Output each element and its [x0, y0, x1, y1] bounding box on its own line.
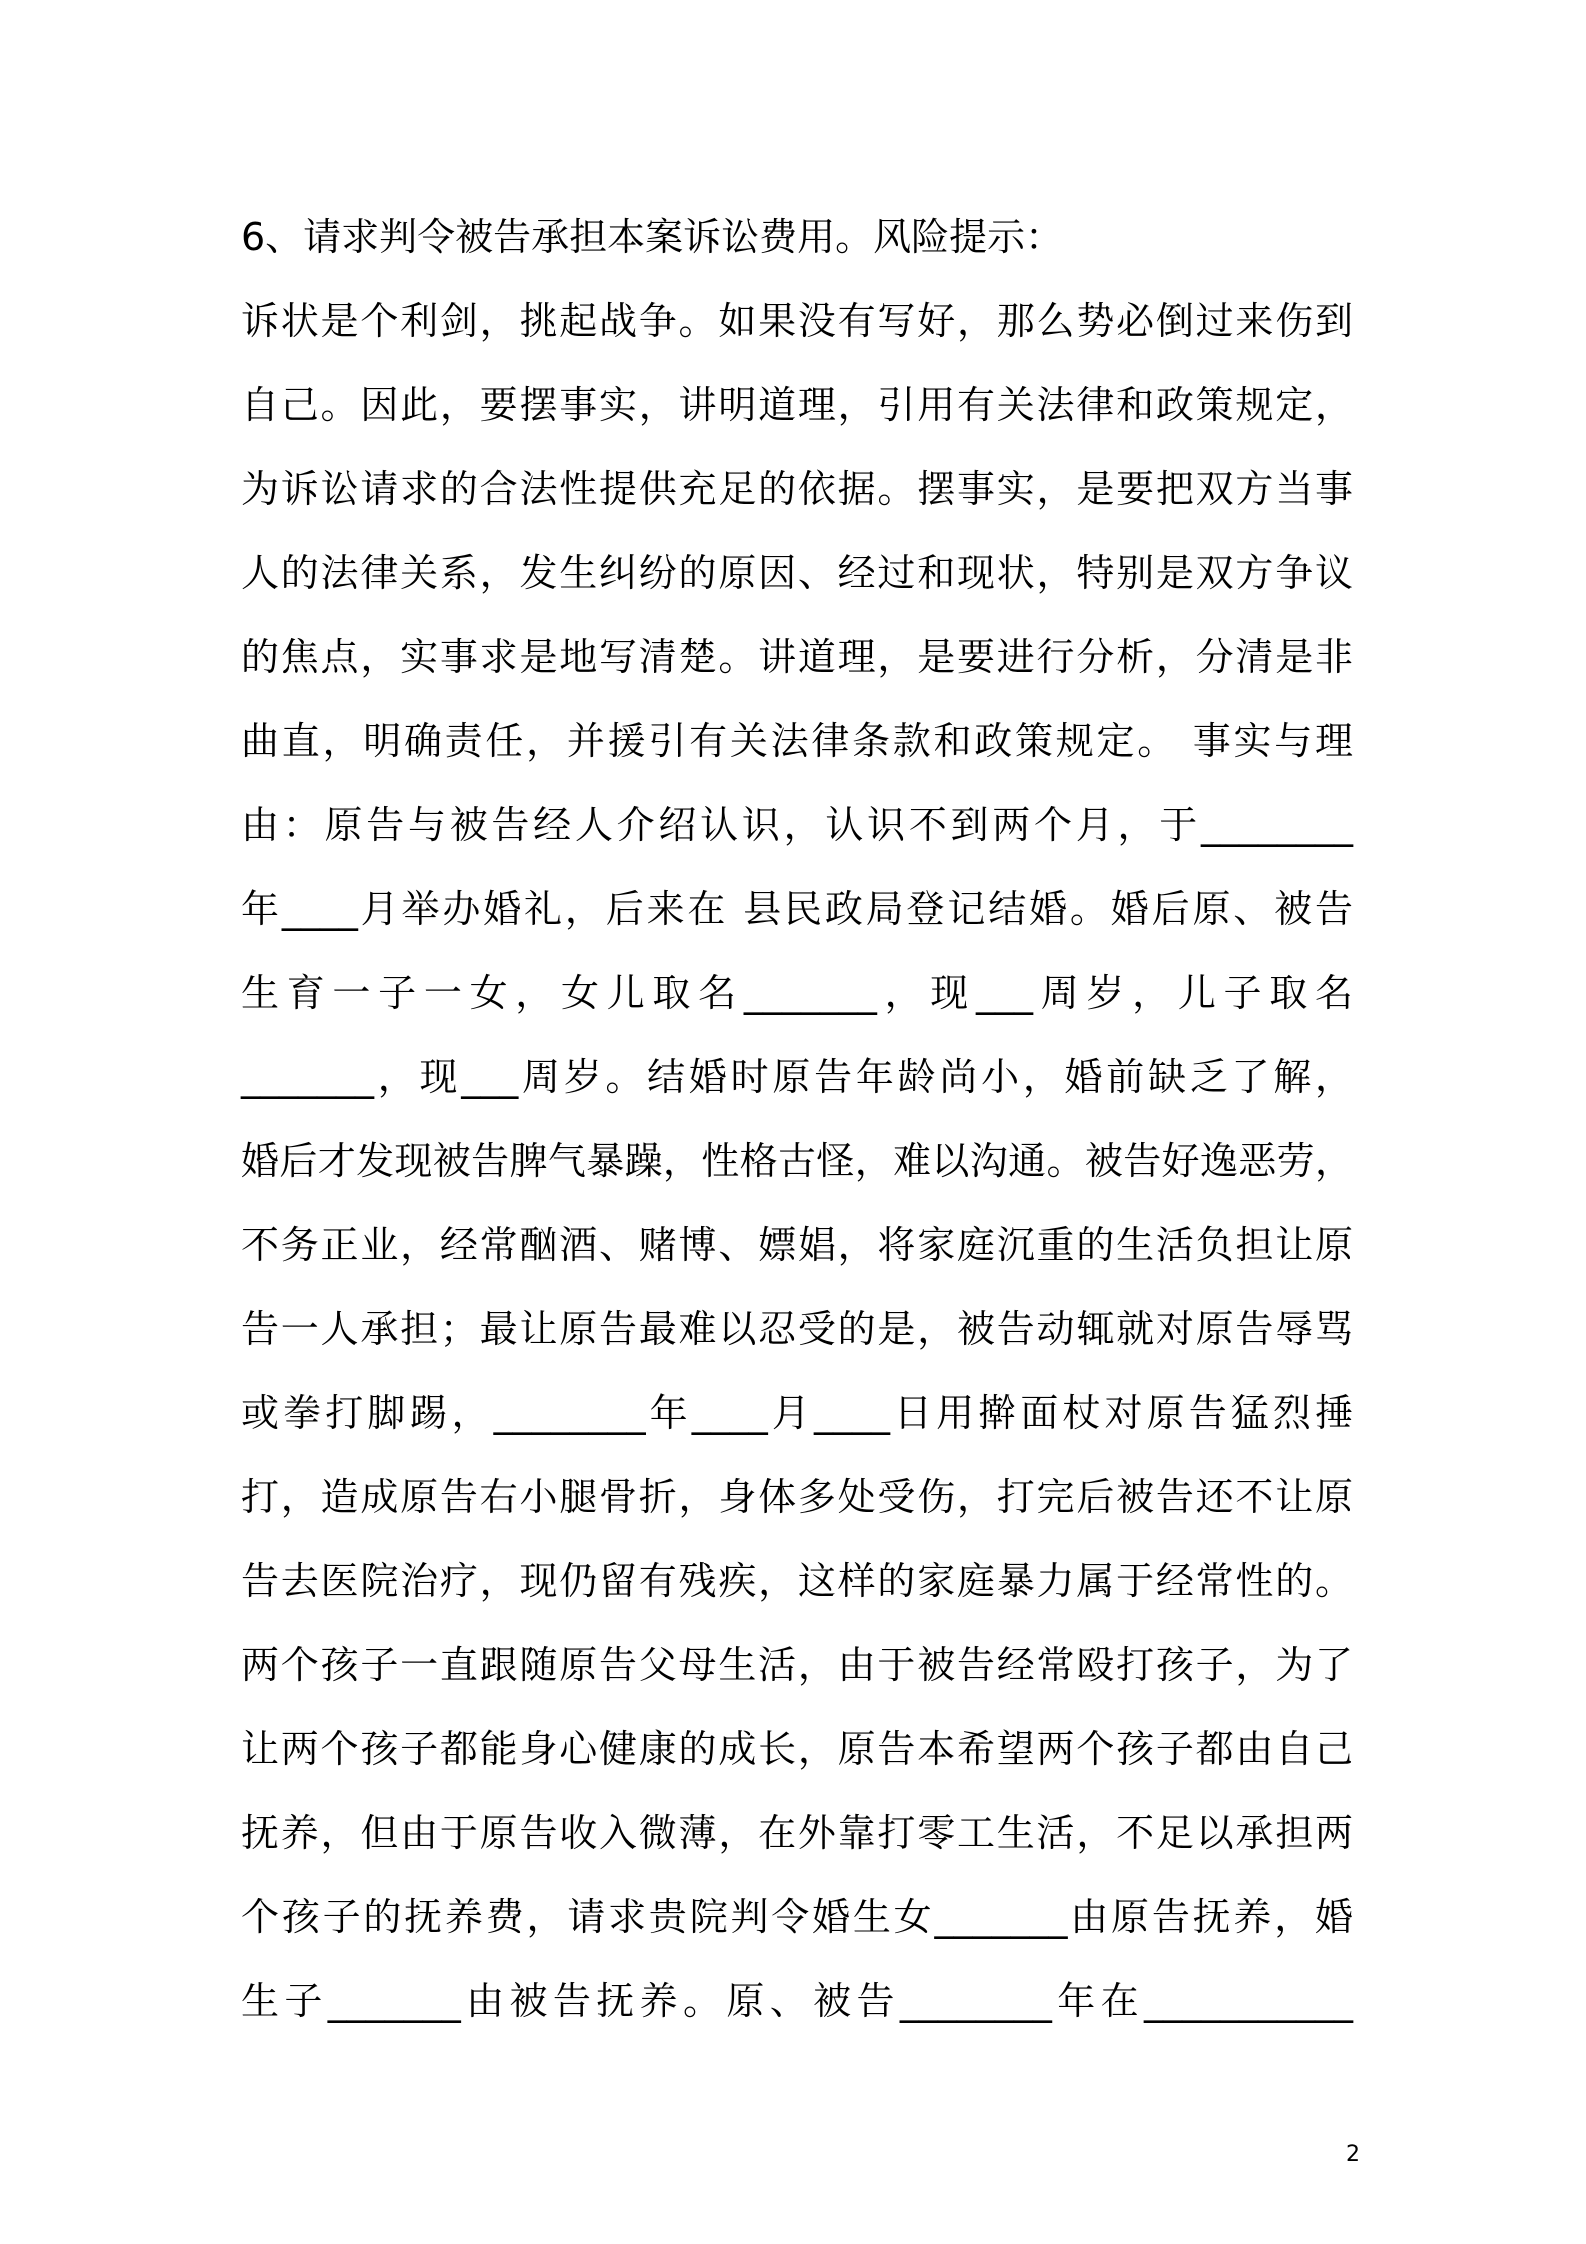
- text-line: 或拳打脚踢，________年____月____日用擀面杖对原告猛烈捶: [241, 1391, 1353, 1435]
- page-number: 2: [1346, 2142, 1360, 2167]
- text-line: 告去医院治疗，现仍留有残疾，这样的家庭暴力属于经常性的。: [241, 1559, 1353, 1603]
- text-line: 的焦点，实事求是地写清楚。讲道理，是要进行分析，分清是非: [241, 635, 1353, 679]
- text-line: 告一人承担；最让原告最难以忍受的是，被告动辄就对原告辱骂: [241, 1307, 1353, 1351]
- text-line: 让两个孩子都能身心健康的成长，原告本希望两个孩子都由自己: [241, 1727, 1353, 1771]
- text-line: 6、请求判令被告承担本案诉讼费用。风险提示：: [241, 215, 1064, 259]
- text-line: 自己。因此，要摆事实，讲明道理，引用有关法律和政策规定，: [241, 383, 1353, 427]
- body-text: [241, 195, 1353, 2043]
- text-line: 年____月举办婚礼，后来在 县民政局登记结婚。婚后原、被告: [241, 887, 1353, 931]
- text-line: 由：原告与被告经人介绍认识，认识不到两个月，于________: [241, 803, 1353, 847]
- text-line: 曲直，明确责任，并援引有关法律条款和政策规定。 事实与理: [241, 719, 1353, 763]
- text-line: 两个孩子一直跟随原告父母生活，由于被告经常殴打孩子，为了: [241, 1643, 1353, 1687]
- text-line: 生子_______由被告抚养。原、被告________年在___________: [241, 1979, 1353, 2023]
- text-line: 诉状是个利剑，挑起战争。如果没有写好，那么势必倒过来伤到: [241, 299, 1353, 343]
- text-line: 生育一子一女，女儿取名_______，现___周岁，儿子取名: [241, 971, 1353, 1015]
- text-line: 人的法律关系，发生纠纷的原因、经过和现状，特别是双方争议: [241, 551, 1353, 595]
- text-line: 抚养，但由于原告收入微薄，在外靠打零工生活，不足以承担两: [241, 1811, 1353, 1855]
- text-line: 为诉讼请求的合法性提供充足的依据。摆事实，是要把双方当事: [241, 467, 1353, 511]
- text-line: 打，造成原告右小腿骨折，身体多处受伤，打完后被告还不让原: [241, 1475, 1353, 1519]
- text-line: _______，现___周岁。结婚时原告年龄尚小，婚前缺乏了解，: [241, 1055, 1353, 1099]
- text-line: 个孩子的抚养费，请求贵院判令婚生女_______由原告抚养，婚: [241, 1895, 1353, 1939]
- text-line: 不务正业，经常酗酒、赌博、嫖娼，将家庭沉重的生活负担让原: [241, 1223, 1353, 1267]
- text-line: 婚后才发现被告脾气暴躁，性格古怪，难以沟通。被告好逸恶劳，: [241, 1139, 1353, 1183]
